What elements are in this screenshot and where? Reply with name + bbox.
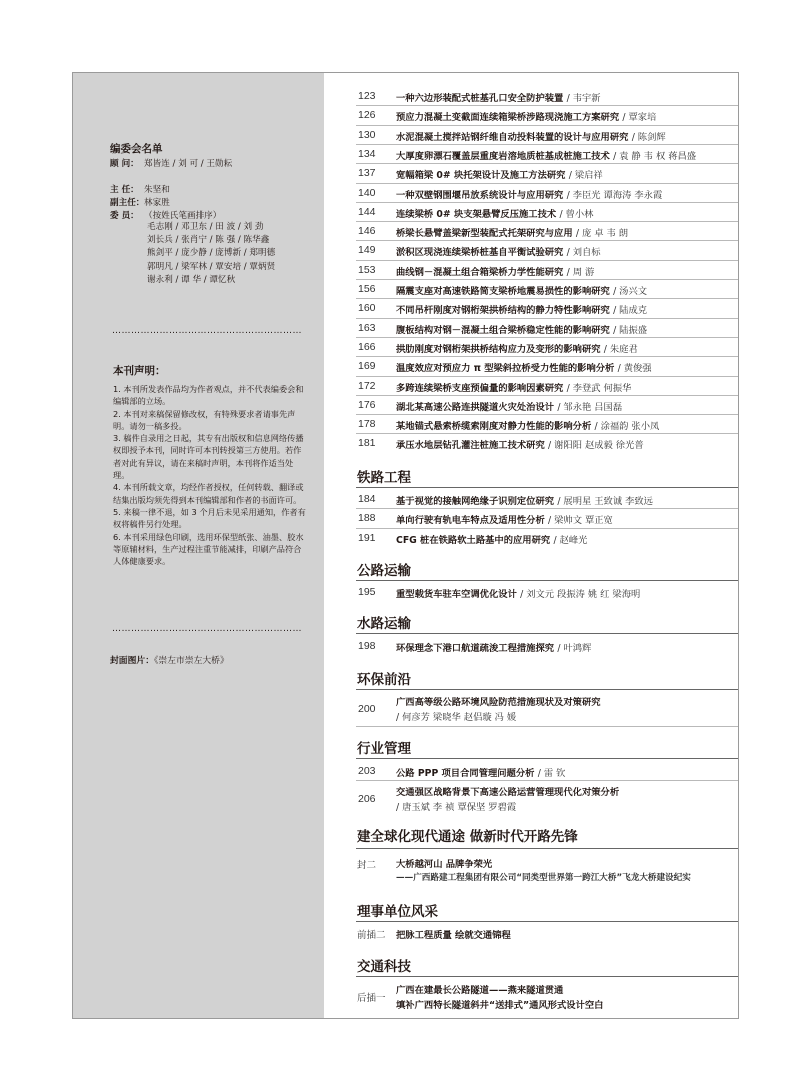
article-title: 腹板结构对钢－混凝土组合梁桥稳定性能的影响研究	[396, 324, 610, 336]
member-line: 谢永利 / 谭 华 / 谭忆秋	[147, 274, 236, 285]
section-rule	[356, 633, 738, 634]
article-title: CFG 桩在铁路软土路基中的应用研究	[396, 534, 551, 546]
section-rule	[356, 580, 738, 581]
article-title: 宽幅箱梁 0# 块托架设计及施工方法研究	[396, 170, 566, 182]
feature-title: 大桥越河山 品牌争荣光	[396, 859, 493, 870]
row-separator	[356, 240, 738, 241]
row-separator	[356, 528, 738, 529]
row-separator	[356, 414, 738, 415]
dotted-divider: ……………………………………………………	[112, 624, 302, 634]
advisor-row	[110, 157, 232, 169]
member-line: 郭明凡 / 梁军林 / 覃安培 / 覃炳贤	[147, 261, 276, 272]
article-authors: / 陆成克	[613, 305, 648, 317]
article-authors: / 李臣光 谭海涛 李永霞	[566, 189, 663, 201]
article-authors: / 李登武 何振华	[566, 382, 632, 394]
section-rule	[356, 487, 738, 488]
council-label: 前插二	[357, 930, 386, 941]
article-authors: / 雷 钦	[537, 768, 566, 779]
article-title: 交通强区战略背景下高速公路运营管理现代化对策分析	[396, 787, 620, 798]
declaration-item: 4. 本刊所载文章，均经作者授权，任何转载、翻译或结集出版均须先得到本刊编辑部和作者的书面许可。	[113, 482, 304, 505]
article-authors: / 刘自标	[566, 247, 601, 259]
page-number: 172	[358, 379, 376, 392]
cover-label: 封面图片：	[110, 656, 154, 666]
article-authors: / 陆振盛	[613, 324, 648, 336]
feature-label: 封二	[357, 860, 377, 871]
row-separator	[356, 183, 738, 184]
article-authors: / 刘文元 段振涛 姚 红 梁海明	[520, 589, 641, 600]
row-separator	[356, 395, 738, 396]
article-authors: / 汤兴文	[613, 286, 648, 297]
row-separator	[356, 163, 738, 164]
page-number: 206	[358, 793, 376, 805]
declaration-item: 6. 本刊采用绿色印刷，选用环保型纸张、油墨、胶水等原辅材料，生产过程注重节能减排，印刷产品符合人体健康要求。	[113, 531, 304, 567]
article-authors: / 叶鸿辉	[557, 643, 592, 654]
article-authors: / 何彦芳 梁晓华 赵侣璇 冯 媛	[396, 712, 517, 723]
article-title: 预应力混凝土变截面连续箱梁桥涉路现浇施工方案研究	[396, 112, 620, 124]
page-number: 126	[358, 109, 376, 122]
article-title: 公路 PPP 项目合同管理问题分析	[396, 768, 535, 779]
row-separator	[356, 726, 738, 727]
article-title: 单向行驶有轨电车特点及适用性分析	[396, 515, 545, 527]
article-title: 承压水地层钻孔灌注桩施工技术研究	[396, 440, 545, 452]
page-number: 123	[358, 90, 376, 102]
article-title: 不同吊杆刚度对钢桁架拱桥结构的静力特性影响研究	[396, 305, 610, 317]
row-separator	[356, 279, 738, 280]
declaration-body	[113, 383, 309, 567]
article-title: 曲线钢－混凝土组合箱梁桥力学性能研究	[396, 266, 564, 278]
dotted-divider: ……………………………………………………	[112, 326, 302, 336]
article-authors: / 曾小林	[559, 208, 594, 220]
article-authors: / 覃家培	[622, 112, 657, 124]
deputy-row	[110, 196, 170, 208]
article-authors: / 涂福韵 张小凤	[594, 421, 660, 433]
article-title: 湖北某高速公路连拱隧道火灾处治设计	[396, 401, 555, 413]
article-authors: / 陈剑辉	[631, 131, 666, 143]
page-number: 156	[358, 283, 376, 295]
article-authors: / 赵峰光	[553, 534, 588, 546]
page-number: 181	[358, 437, 376, 450]
section-rule	[356, 976, 738, 977]
article-authors: / 谢阳阳 赵成毅 徐光普	[548, 440, 644, 452]
row-separator	[356, 298, 738, 299]
article-title: 广西高等级公路环境风险防范措施现状及对策研究	[396, 697, 601, 708]
section-heading-council: 理事单位风采	[357, 904, 438, 920]
article-title: 某地锚式悬索桥缆索刚度对静力性能的影响分析	[396, 421, 592, 433]
section-rule	[356, 689, 738, 690]
row-separator	[356, 337, 738, 338]
row-separator	[356, 356, 738, 357]
page-number: 137	[358, 167, 376, 180]
row-separator	[356, 105, 738, 106]
page-number: 191	[358, 531, 376, 544]
section-rule	[356, 758, 738, 759]
article-title: 重型载货车驻车空调优化设计	[396, 589, 517, 600]
article-authors: / 唐玉斌 李 祯 覃保坚 罗碧霞	[396, 802, 517, 813]
page-number: 188	[358, 512, 376, 525]
page-number: 166	[358, 340, 376, 353]
row-separator	[356, 318, 738, 319]
article-title: 温度效应对预应力 π 型梁斜拉桥受力性能的影响分析	[396, 363, 615, 375]
director-row	[110, 183, 170, 195]
page-number: 176	[358, 398, 376, 411]
page-number: 178	[358, 418, 376, 431]
row-separator	[356, 508, 738, 509]
feature-subtitle: ——广西路建工程集团有限公司“同类型世界第一跨江大桥”飞龙大桥建设纪实	[396, 873, 691, 883]
declaration-item: 1. 本刊所发表作品均为作者观点，并不代表编委会和编辑部的立场。	[113, 384, 304, 407]
section-heading-tech: 交通科技	[357, 959, 411, 975]
article-title: 拱肋刚度对钢桁架拱桥结构应力及变形的影响研究	[396, 343, 601, 355]
page-number: 144	[358, 205, 376, 218]
page-number: 160	[358, 302, 376, 315]
row-separator	[356, 221, 738, 222]
row-separator	[356, 144, 738, 145]
row-separator	[356, 780, 738, 781]
cover-value: 《崇左市崇左大桥》	[154, 656, 229, 666]
row-separator	[356, 125, 738, 126]
article-authors: / 庞 卓 韦 朗	[575, 228, 629, 240]
deputy-label: 副主任：	[110, 198, 145, 208]
article-authors: / 展明星 王致诚 李致远	[557, 496, 653, 507]
board-title: 编委会名单	[110, 143, 163, 155]
page-number: 203	[358, 765, 376, 777]
member-label: 委 员：	[110, 211, 139, 221]
member-note: （按姓氏笔画排序）	[144, 211, 222, 221]
page-number: 134	[358, 147, 376, 160]
page-number: 153	[358, 263, 376, 276]
article-title: 桥梁长悬臂盖梁新型装配式托架研究与应用	[396, 228, 573, 240]
tech-line-2: 填补广西特长隧道斜井“送排式”通风形式设计空白	[396, 1000, 604, 1011]
page-number: 169	[358, 360, 376, 373]
article-title: 基于视觉的接触网绝缘子识别定位研究	[396, 496, 555, 507]
director-name: 朱坚和	[144, 185, 170, 195]
page-number: 163	[358, 321, 376, 334]
section-rule	[356, 921, 738, 922]
article-title: 大厚度卵漂石覆盖层重度岩溶地质桩基成桩施工技术	[396, 150, 610, 162]
deputy-name: 林家胜	[144, 198, 170, 208]
tech-label: 后插一	[357, 993, 386, 1004]
section-heading-environment: 环保前沿	[357, 672, 411, 688]
page-number: 198	[358, 640, 376, 652]
advisor-label: 顾 问：	[110, 159, 139, 169]
declaration-item: 3. 稿件自录用之日起，其专有出版权和信息网络传播权即授予本刊，同时许可本刊转授第三方使用。若作者对此有异议，请在来稿时声明，本刊将作适当处理。	[113, 433, 304, 481]
member-line: 刘长兵 / 张肖宁 / 陈 强 / 陈华鑫	[147, 235, 270, 246]
row-separator	[356, 376, 738, 377]
page-number: 149	[358, 244, 376, 257]
tech-line-1: 广西在建最长公路隧道——燕来隧道贯通	[396, 985, 564, 996]
section-heading-highway: 公路运输	[357, 563, 411, 579]
article-authors: / 袁 静 韦 权 蒋昌盛	[613, 150, 697, 162]
article-title: 环保理念下港口航道疏浚工程措施探究	[396, 643, 555, 654]
article-authors: / 黄俊强	[617, 363, 652, 375]
page-number: 140	[358, 186, 376, 199]
director-label: 主 任：	[110, 185, 139, 195]
advisor-names: 郑皆连 / 刘 可 / 王勋耘	[144, 159, 233, 169]
section-heading-waterway: 水路运输	[357, 616, 411, 632]
article-authors: / 梁启祥	[568, 170, 603, 182]
page-number: 195	[358, 586, 376, 598]
row-separator	[356, 260, 738, 261]
declaration-item: 5. 来稿一律不退，如 3 个月后未见采用通知，作者有权将稿件另行处理。	[113, 506, 306, 530]
member-line: 毛志刚 / 邓卫东 / 田 波 / 刘 劲	[147, 222, 264, 232]
article-title: 连续梁桥 0# 块支架悬臂反压施工技术	[396, 208, 557, 220]
member-line: 熊剑平 / 庞少静 / 庞博新 / 郑明德	[147, 248, 276, 259]
declaration-item: 2. 本刊对来稿保留修改权，有特殊要求者请事先声明。请勿一稿多投。	[113, 408, 296, 431]
member-row	[110, 209, 221, 221]
article-title: 一种六边形装配式桩基孔口安全防护装置	[396, 93, 564, 104]
article-authors: / 邹永艳 吕国磊	[557, 401, 623, 413]
article-authors: / 韦宇新	[566, 93, 601, 104]
section-heading-industry: 行业管理	[357, 741, 411, 757]
article-title: 隔震支座对高速铁路简支梁桥地震易损性的影响研究	[396, 286, 610, 297]
article-title: 水泥混凝土搅拌站钢纤维自动投料装置的设计与应用研究	[396, 131, 629, 143]
page-number: 146	[358, 225, 376, 238]
page-number: 130	[358, 128, 376, 141]
article-authors: / 朱庭君	[603, 343, 638, 355]
article-authors: / 梁帅文 覃正宽	[548, 515, 613, 527]
row-separator	[356, 202, 738, 203]
row-separator	[356, 433, 738, 434]
member-list	[147, 221, 275, 287]
declaration-title: 本刊声明：	[113, 365, 166, 377]
page-number: 184	[358, 493, 376, 505]
article-title: 一种双壁钢围堰吊放系统设计与应用研究	[396, 189, 564, 201]
page-number: 200	[358, 703, 376, 715]
article-title: 多跨连续梁桥支座预偏量的影响因素研究	[396, 382, 564, 394]
article-authors: / 周 游	[566, 266, 595, 278]
section-heading-railway: 铁路工程	[357, 470, 411, 486]
article-title: 淤积区现浇连续梁桥桩基自平衡试验研究	[396, 247, 564, 259]
council-title: 把脉工程质量 绘就交通锦程	[396, 930, 511, 941]
section-rule	[356, 848, 738, 849]
cover-caption	[110, 653, 229, 666]
feature-heading: 建全球化现代通途 做新时代开路先锋	[357, 829, 578, 845]
